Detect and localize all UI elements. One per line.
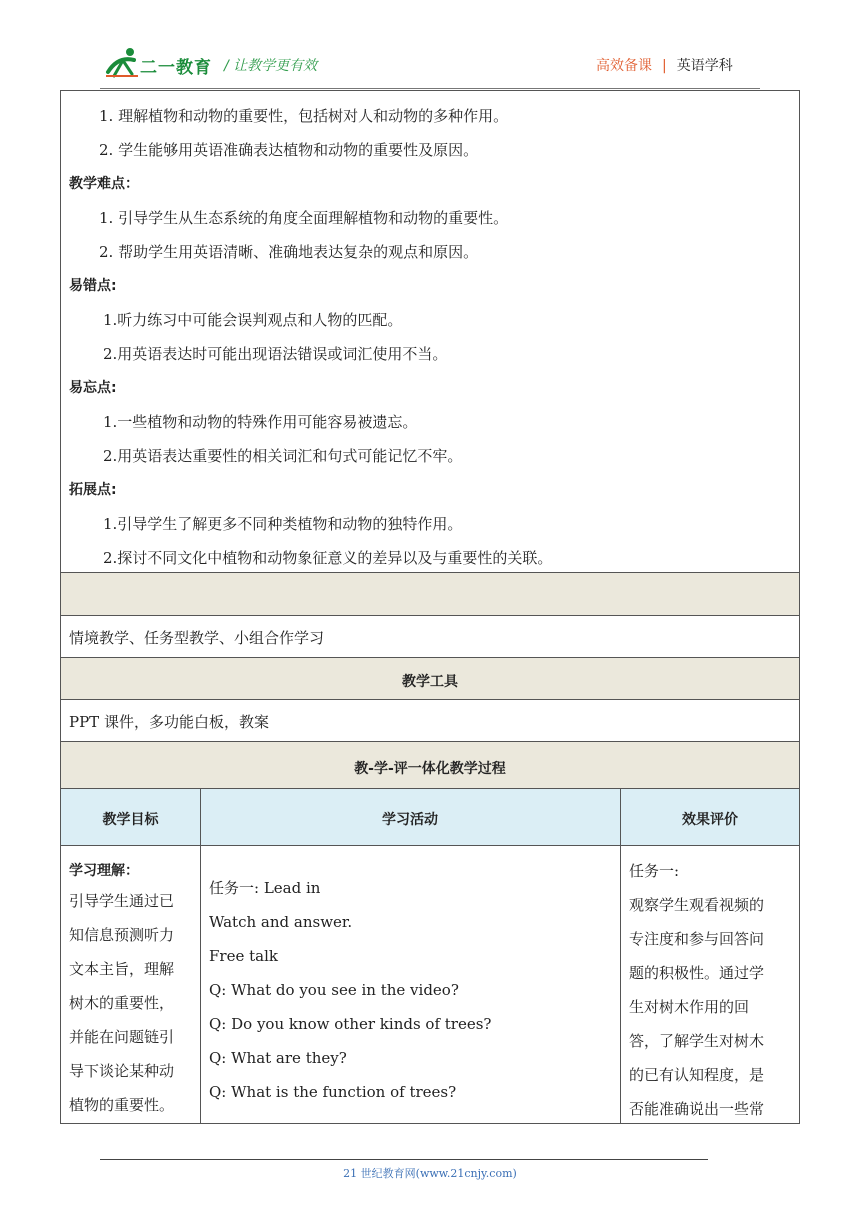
error-item: 2.用英语表达时可能出现语法错误或词汇使用不当。 [103,345,448,363]
logo-text: 二一教育 [140,58,212,78]
extend-item: 1.引导学生了解更多不同种类植物和动物的独特作用。 [103,515,463,533]
difficulty-item: 2. 帮助学生用英语清晰、准确地表达复杂的观点和原因。 [99,243,479,261]
header-rule [100,88,760,89]
process-header [60,741,800,789]
tools-title: 教学工具 [402,674,458,690]
tools-text: PPT 课件，多功能白板，教案 [69,713,269,731]
objective-item: 2. 学生能够用英语准确表达植物和动物的重要性及原因。 [99,141,479,159]
eval-line: 专注度和参与回答问 [629,930,765,948]
goal-line: 导下谈论某种动 [69,1062,175,1080]
header-right [596,55,733,75]
goal-column [69,854,197,1122]
extend-title: 拓展点: [69,482,117,498]
footer-text: 21 世纪教育网(www.21cnjy.com) [343,1167,517,1180]
goal-line: 并能在问题链引 [69,1028,175,1046]
activity-line: Q: What is the function of trees? [209,1083,457,1101]
extend-item: 2.探讨不同文化中植物和动物象征意义的差异以及与重要性的关联。 [103,549,553,567]
eval-line: 观察学生观看视频的 [629,896,765,914]
goal-line: 知信息预测听力 [69,926,175,944]
forget-item: 1.一些植物和动物的特殊作用可能容易被遗忘。 [103,413,418,431]
col-header-goal: 教学目标 [102,812,159,828]
difficulty-title: 教学难点： [69,176,139,192]
footer-rule [100,1159,708,1160]
eval-line: 生对树木作用的回 [629,998,750,1016]
process-title: 教-学-评一体化教学过程 [354,761,506,777]
error-title: 易错点: [69,278,117,294]
slogan: / 让教学更有效 [224,58,318,74]
tools-header [60,657,800,700]
activity-line: Q: Do you know other kinds of trees? [209,1015,492,1033]
activity-line: Q: What are they? [209,1049,347,1067]
objectives-cell [60,90,800,573]
process-table-header [60,788,800,846]
methods-cell [60,615,800,658]
eval-line: 答，了解学生对树木 [629,1032,765,1050]
page-header [0,0,860,92]
eval-line: 的已有认知程度，是 [629,1066,765,1084]
activity-line: 任务一: Lead in [209,879,321,897]
difficulty-item: 1. 引导学生从生态系统的角度全面理解植物和动物的重要性。 [99,209,509,227]
tools-cell [60,699,800,742]
col-header-activity: 学习活动 [382,812,438,828]
activity-line: Q: What do you see in the video? [209,981,459,999]
error-item: 1.听力练习中可能会误判观点和人物的匹配。 [103,311,403,329]
eval-column [629,854,797,1126]
eval-line: 任务一: [629,862,680,880]
activity-column [209,871,614,1109]
goal-line: 引导学生通过已 [69,892,175,910]
objective-item: 1. 理解植物和动物的重要性，包括树对人和动物的多种作用。 [99,107,509,125]
methods-header [60,572,800,616]
eval-line: 否能准确说出一些常 [629,1100,765,1118]
eval-line: 题的积极性。通过学 [629,964,765,982]
goal-line: 文本主旨，理解 [69,960,175,978]
header-separator: | [662,58,667,74]
forget-item: 2.用英语表达重要性的相关词汇和句式可能记忆不牢。 [103,447,463,465]
forget-title: 易忘点: [69,380,117,396]
activity-line: Watch and answer. [209,913,353,931]
goal-line: 植物的重要性。 [69,1096,175,1114]
col-header-eval: 效果评价 [682,812,738,828]
process-table-row [60,845,800,1124]
header-subject: 英语学科 [676,58,733,74]
goal-line: 树木的重要性， [69,994,175,1012]
goal-title: 学习理解： [69,863,139,879]
activity-line: Free talk [209,947,278,965]
methods-text: 情境教学、任务型教学、小组合作学习 [69,629,325,647]
header-accent: 高效备课 [596,58,652,74]
